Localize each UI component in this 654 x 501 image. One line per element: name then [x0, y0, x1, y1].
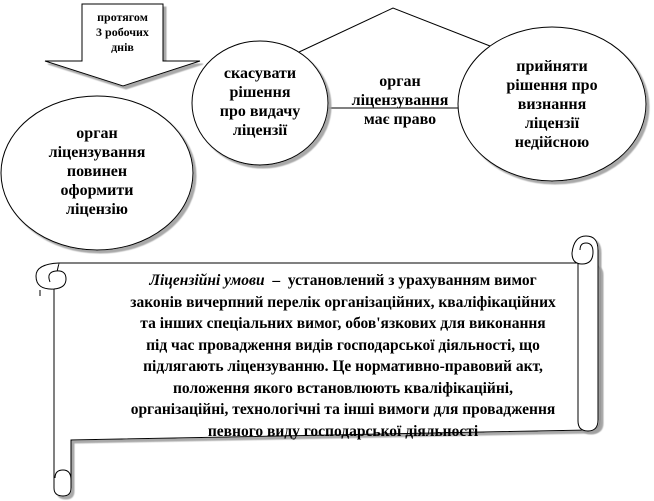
definition-line: законів вичерпний перелік організаційних, кваліфікаційних	[130, 293, 556, 311]
definition-term: Ліцензійні умови	[149, 272, 265, 289]
definition-text	[78, 270, 608, 442]
definition-line: підлягають ліцензуванню. Це нормативно-правовий акт,	[143, 358, 543, 375]
invalid-line: визнання	[517, 96, 587, 113]
arrow-label	[82, 10, 163, 55]
arrow-label-line: протягом	[97, 10, 148, 24]
center-label-line: має право	[363, 111, 437, 128]
must-issue-label	[17, 124, 177, 219]
revoke-line: скасувати	[223, 65, 297, 82]
invalid-line: недійсною	[514, 134, 590, 151]
must-issue-line: повинен	[66, 163, 128, 180]
invalid-label	[472, 57, 632, 152]
definition-line-first	[78, 270, 608, 292]
invalid-line: прийняти	[516, 58, 588, 75]
revoke-line: ліцензії	[232, 122, 288, 139]
definition-line: під час провадження видів господарської діяльності, що	[146, 336, 540, 354]
center-label-line: ліцензування	[351, 92, 449, 109]
revoke-line: про видачу	[219, 103, 301, 120]
revoke-line: рішення	[229, 84, 291, 101]
revoke-label	[200, 64, 320, 140]
center-label	[342, 72, 458, 129]
arrow-label-line: 3 робочих	[96, 25, 149, 39]
arrow-label-line: днів	[111, 40, 134, 54]
must-issue-line: ліцензію	[65, 201, 129, 218]
definition-line: організаційні, технологічні та інші вимоги для провадження	[130, 401, 556, 418]
definition-line: та інших спеціальних вимог, обов'язкових для виконання	[140, 315, 546, 332]
must-issue-line: оформити	[60, 182, 134, 199]
invalid-line: ліцензії	[524, 115, 580, 132]
center-label-line: орган	[379, 73, 421, 90]
must-issue-line: орган	[76, 125, 118, 142]
must-issue-line: ліцензування	[48, 144, 146, 161]
definition-first-rest: – установлений з урахуванням вимог	[264, 272, 537, 289]
definition-line: положення якого встановлюють кваліфікаційні,	[173, 379, 513, 397]
invalid-line: рішення про	[506, 77, 598, 94]
definition-line: певного виду господарської діяльності	[207, 422, 479, 440]
